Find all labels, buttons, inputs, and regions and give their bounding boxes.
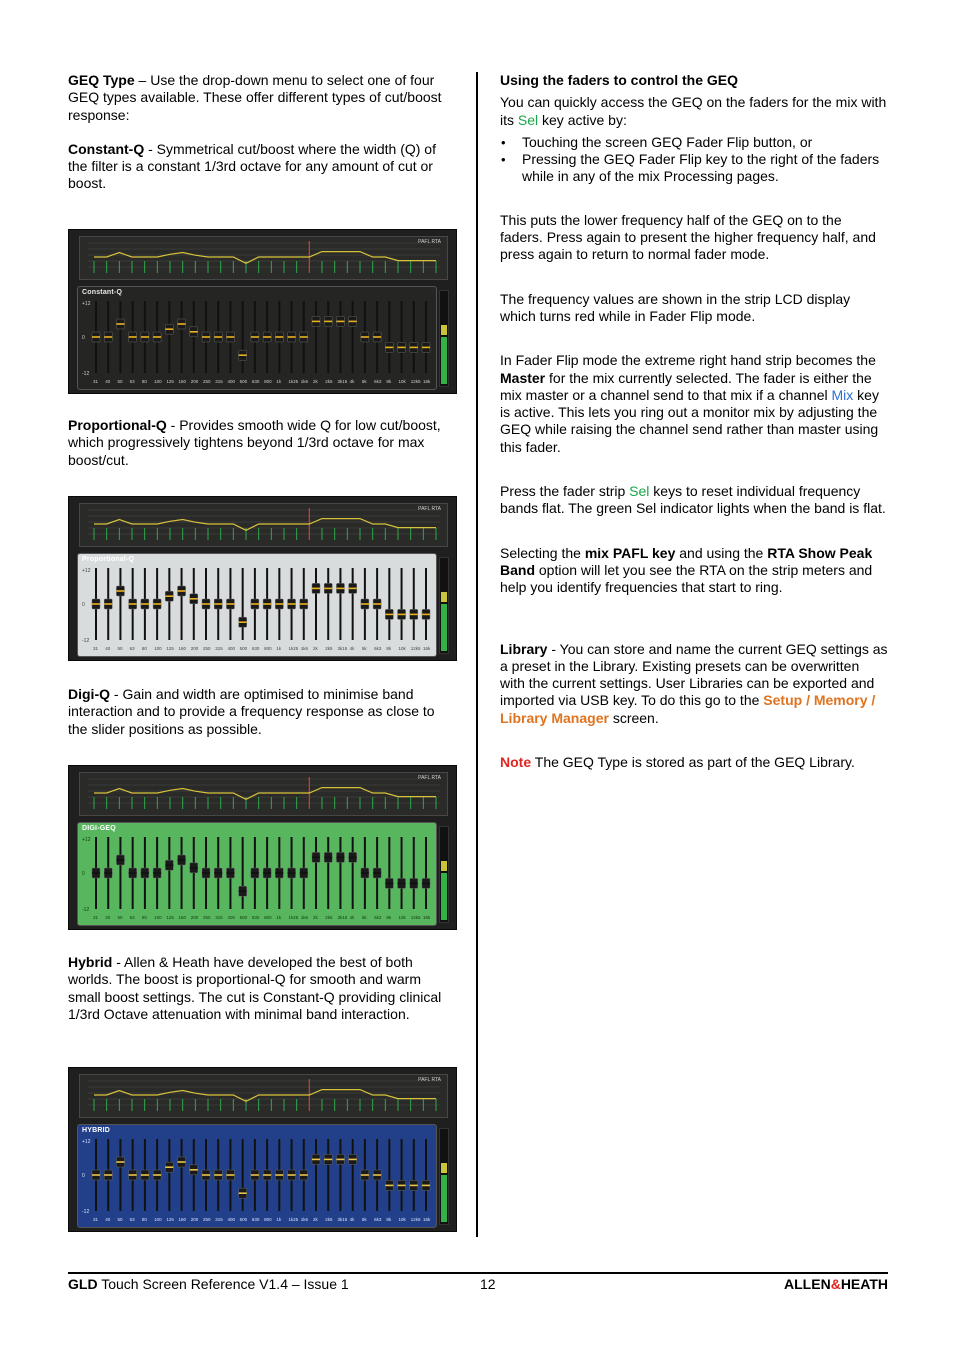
freq-label: 16k	[423, 915, 431, 920]
freq-label: 63	[129, 1217, 135, 1222]
freq-label: 40	[105, 379, 111, 384]
rta-term: RTA Show Peak Band	[500, 544, 873, 578]
fader-slot	[401, 301, 403, 373]
fader-slot	[327, 1139, 329, 1211]
library-b: screen.	[608, 709, 659, 726]
scale-label: +12	[82, 301, 91, 307]
freq-label: 4k	[349, 915, 355, 920]
library-a: - You can store and name the current GEQ settings as a preset in the Library. Existing presets can be overwritten with the current settings. User Libraries can be exported and imported via USB key. To do this go to the	[500, 640, 888, 709]
faders-intro-a: You can quickly access the GEQ on the faders for the mix with its	[500, 94, 887, 128]
freq-label: 250	[203, 379, 211, 384]
fader-slot	[352, 568, 354, 640]
list-item: • Touching the screen GEQ Fader Flip button, or	[500, 134, 888, 151]
freq-label: 315	[215, 1217, 223, 1222]
fader-slot	[119, 1139, 121, 1211]
freq-label: 2k	[313, 379, 318, 384]
freq-label: 100	[154, 379, 162, 384]
freq-label: 16k	[423, 646, 431, 651]
freq-label: 5k	[361, 379, 367, 384]
freq-label: 630	[251, 646, 260, 651]
freq-label: 160	[178, 379, 187, 384]
freq-label: 630	[251, 379, 260, 384]
footer-product: GLD	[68, 1276, 98, 1292]
freq-labels	[93, 915, 436, 922]
scale-label: +12	[82, 568, 91, 574]
freq-label: 100	[154, 1217, 162, 1222]
page-number: 12	[480, 1276, 496, 1292]
freq-label: 160	[178, 915, 187, 920]
fader-slot	[339, 568, 341, 640]
sel-key-label: Sel	[517, 111, 539, 128]
output-meter	[439, 557, 449, 654]
freq-label: 200	[190, 646, 199, 651]
freq-label: 3k15	[337, 379, 348, 384]
rta-label: PAFL RTA	[418, 1077, 441, 1083]
freq-label: 50	[117, 646, 123, 651]
brand-amp: &	[830, 1276, 841, 1292]
fader-slot	[388, 568, 390, 640]
master-c: key is active. This lets you ring out a monitor mix by adjusting the GEQ while raising the channel send rather than master using this fader.	[500, 386, 879, 455]
lower-half-paragraph: This puts the lower frequency half of the GEQ on to the faders. Press again to present the higher frequency half, and press again to return to normal fader mode.	[500, 211, 876, 263]
master-term: Master	[500, 369, 546, 386]
fader-slot	[242, 1139, 244, 1211]
fader-slot	[352, 1139, 354, 1211]
freq-label: 63	[129, 379, 135, 384]
sel-reset-a: Press the fader strip	[500, 483, 630, 500]
freq-label: 1k25	[288, 379, 299, 384]
freq-label: 10k	[398, 646, 406, 651]
fader-slot	[315, 1139, 317, 1211]
freq-label: 1k25	[288, 646, 299, 651]
freq-label: 2k	[313, 915, 318, 920]
fader-slot	[168, 568, 170, 640]
digi-q-text: - Gain and width are optimised to minimise band interaction and to provide a frequency response as close to the slider positions as possible.	[68, 686, 435, 737]
sel-key-label-2: Sel	[629, 483, 650, 500]
freq-label: 200	[190, 1217, 199, 1222]
hybrid-term: Hybrid	[68, 954, 113, 970]
freq-label: 2k5	[325, 1217, 333, 1222]
freq-label: 250	[203, 915, 211, 920]
fader-slot	[327, 301, 329, 373]
freq-label: 1k6	[300, 1217, 309, 1222]
fader-slot	[425, 301, 427, 373]
freq-label: 500	[239, 1217, 248, 1222]
constant-q-term: Constant-Q	[68, 140, 145, 157]
freq-label: 200	[190, 379, 199, 384]
rta-display	[79, 1074, 448, 1118]
note-paragraph	[500, 754, 888, 771]
freq-label: 8k	[386, 1217, 392, 1222]
freq-label: 80	[141, 379, 147, 384]
fader-slot	[242, 568, 244, 640]
pafl-paragraph	[500, 545, 888, 597]
fader-slot	[413, 301, 415, 373]
geq-type-term: GEQ Type	[68, 72, 135, 88]
brand-b: HEATH	[840, 1276, 888, 1292]
master-a: In Fader Flip mode the extreme right hand strip becomes the	[500, 352, 876, 369]
proportional-q-text: - Provides smooth wide Q for low cut/boost, which progressively tightens beyond 1/3rd octave for max boost/cut.	[68, 417, 441, 468]
freq-label: 80	[141, 915, 147, 920]
freq-label: 8k	[386, 646, 392, 651]
freq-label: 315	[215, 646, 223, 651]
hybrid-paragraph	[68, 954, 443, 1023]
geq-type-paragraph	[68, 72, 456, 124]
geq-type-text: – Use the drop-down menu to select one of four GEQ types available. These offer different types of cut/boost response:	[68, 72, 442, 123]
freq-label: 80	[141, 646, 147, 651]
fader-panel	[77, 1124, 437, 1228]
faders-intro	[500, 94, 888, 129]
scale-label: 0	[82, 335, 85, 341]
proportional-q-term: Proportional-Q	[68, 417, 167, 433]
freq-label: 125	[166, 379, 174, 384]
freq-label: 10k	[398, 379, 406, 384]
fader-slot	[413, 568, 415, 640]
fader-slot	[168, 1139, 170, 1211]
fader-slot	[352, 301, 354, 373]
pafl-a: Selecting the	[500, 544, 585, 561]
freq-labels	[93, 646, 436, 653]
hybrid-text: - Allen & Heath have developed the best of both worlds. The boost is proportional-Q for smooth and warm small boost settings. The cut is Constant-Q providing clinical 1/3rd Octave attenuation with minimal band interaction.	[68, 954, 442, 1022]
freq-label: 1k6	[300, 379, 309, 384]
rta-label: PAFL RTA	[418, 506, 441, 512]
rta-curve	[80, 1075, 447, 1117]
freq-label: 6k3	[374, 646, 382, 651]
freq-label: 31	[93, 646, 99, 651]
faders-intro-b: key active by:	[538, 111, 627, 128]
constant-q-paragraph	[68, 141, 456, 193]
library-paragraph	[500, 641, 888, 727]
freq-label: 6k3	[374, 915, 382, 920]
freq-label: 5k	[361, 646, 367, 651]
fader-slot	[181, 1139, 183, 1211]
library-manager-path: Setup / Memory / Library Manager	[500, 692, 876, 726]
freq-label: 100	[154, 646, 162, 651]
freq-label: 6k3	[374, 1217, 382, 1222]
fader-slot	[401, 568, 403, 640]
freq-label: 3k15	[337, 646, 348, 651]
digi-q-paragraph	[68, 686, 456, 738]
freq-label: 16k	[423, 1217, 431, 1222]
freq-label: 1k6	[300, 646, 309, 651]
freq-label: 1k	[276, 915, 282, 920]
freq-label: 4k	[349, 646, 355, 651]
freq-label: 4k	[349, 1217, 355, 1222]
freq-label: 800	[264, 379, 272, 384]
freq-label: 31	[93, 915, 99, 920]
freq-label: 160	[178, 1217, 187, 1222]
freq-label: 3k15	[337, 915, 348, 920]
fader-slot	[168, 301, 170, 373]
geq-type-title: DIGI-GEQ	[82, 825, 116, 832]
sel-reset-b: keys to reset individual frequency bands flat. The green Sel indicator lights when the band is flat.	[500, 483, 886, 517]
rta-curve	[80, 504, 447, 546]
freq-label: 8k	[386, 379, 392, 384]
master-paragraph	[500, 352, 888, 456]
freq-label: 2k5	[325, 379, 333, 384]
fader-slot	[327, 837, 329, 909]
fader-slot	[425, 568, 427, 640]
right-column	[500, 72, 888, 771]
scale-label: 0	[82, 1173, 85, 1179]
freq-label: 3k15	[337, 1217, 348, 1222]
freq-label: 250	[203, 646, 211, 651]
freq-label: 63	[129, 646, 135, 651]
freq-label: 125	[166, 646, 174, 651]
note-label: Note	[500, 754, 532, 771]
fader-panel	[77, 553, 437, 657]
fader-slot	[401, 1139, 403, 1211]
fader-slot	[339, 301, 341, 373]
freq-label: 400	[227, 379, 235, 384]
freq-label: 50	[117, 1217, 123, 1222]
geq-screen-digi-q	[68, 765, 457, 930]
column-divider	[476, 72, 478, 1237]
library-term: Library	[500, 640, 548, 657]
freq-label: 50	[117, 379, 123, 384]
freq-label: 500	[239, 915, 248, 920]
pafl-b: and using the	[675, 544, 768, 561]
freq-label: 400	[227, 915, 235, 920]
freq-label: 40	[105, 915, 111, 920]
geq-screen-constant-q	[68, 229, 457, 394]
fader-slot	[168, 837, 170, 909]
master-b: for the mix currently selected. The fader is either the mix master or a channel send to that mix if a channel	[500, 369, 872, 403]
geq-type-title: HYBRID	[82, 1127, 111, 1134]
brand-a: ALLEN	[784, 1276, 831, 1292]
freq-label: 125	[166, 1217, 174, 1222]
faders-heading: Using the faders to control the GEQ	[500, 72, 739, 88]
freq-label: 31	[93, 1217, 99, 1222]
freq-label: 160	[178, 646, 187, 651]
fader-slot	[119, 837, 121, 909]
fader-slot	[181, 568, 183, 640]
freq-label: 1k6	[300, 915, 309, 920]
freq-label: 630	[251, 915, 260, 920]
scale-label: 0	[82, 602, 85, 608]
freq-label: 800	[264, 915, 272, 920]
scale-label: 0	[82, 871, 85, 877]
rta-curve	[80, 773, 447, 815]
note-text: The GEQ Type is stored as part of the GEQ Library.	[531, 754, 855, 771]
freq-label: 40	[105, 646, 111, 651]
scale-label: -12	[82, 371, 90, 377]
list-item: • Pressing the GEQ Fader Flip key to the right of the faders while in any of the mix Processing pages.	[500, 151, 888, 186]
scale-label: +12	[82, 837, 91, 843]
pafl-term: mix PAFL key	[584, 544, 676, 561]
freq-label: 100	[154, 915, 162, 920]
freq-label: 40	[105, 1217, 111, 1222]
sel-reset-paragraph	[500, 483, 888, 518]
rta-display	[79, 236, 448, 280]
freq-labels	[93, 379, 436, 386]
freq-label: 8k	[386, 915, 392, 920]
fader-slot	[413, 1139, 415, 1211]
freq-label: 16k	[423, 379, 431, 384]
fader-slot	[352, 837, 354, 909]
freq-label: 250	[203, 1217, 211, 1222]
freq-label: 10k	[398, 915, 406, 920]
fader-slot	[425, 837, 427, 909]
mix-key-label: Mix	[831, 386, 854, 403]
scale-label: -12	[82, 638, 90, 644]
freq-label: 200	[190, 915, 199, 920]
pafl-c: option will let you see the RTA on the strip meters and help you identify frequencies that start to ring.	[500, 561, 873, 596]
left-column	[68, 72, 456, 193]
fader-slot	[327, 568, 329, 640]
freq-label: 2k	[313, 1217, 318, 1222]
freq-label: 10k	[398, 1217, 406, 1222]
freq-label: 125	[166, 915, 174, 920]
output-meter	[439, 826, 449, 923]
freq-label: 2k5	[325, 915, 333, 920]
geq-type-title: Proportional-Q	[82, 556, 135, 563]
freq-label: 400	[227, 1217, 235, 1222]
geq-screen-hybrid	[68, 1067, 457, 1232]
fader-panel	[77, 286, 437, 390]
fader-panel	[77, 822, 437, 926]
freq-label: 4k	[349, 379, 355, 384]
fader-slot	[181, 837, 183, 909]
fader-slot	[242, 301, 244, 373]
freq-label: 1k	[276, 1217, 282, 1222]
freq-label: 63	[129, 915, 135, 920]
freq-label: 630	[251, 1217, 260, 1222]
fader-slot	[181, 301, 183, 373]
output-meter	[439, 290, 449, 387]
rta-curve	[80, 237, 447, 279]
freq-label: 1k25	[288, 915, 299, 920]
lcd-paragraph: The frequency values are shown in the strip LCD display which turns red while in Fader Flip mode.	[500, 290, 851, 324]
fader-slot	[315, 568, 317, 640]
freq-label: 80	[141, 1217, 147, 1222]
freq-label: 6k3	[374, 379, 382, 384]
fader-slot	[425, 1139, 427, 1211]
digi-q-term: Digi-Q	[68, 686, 110, 702]
fader-slot	[315, 837, 317, 909]
scale-label: -12	[82, 907, 90, 913]
freq-label: 5k	[361, 915, 367, 920]
freq-labels	[93, 1217, 436, 1224]
fader-slot	[413, 837, 415, 909]
freq-label: 500	[239, 379, 248, 384]
fader-slot	[388, 301, 390, 373]
proportional-q-paragraph	[68, 417, 456, 469]
freq-label: 12k5	[410, 1217, 421, 1222]
freq-label: 800	[264, 1217, 272, 1222]
fader-slot	[401, 837, 403, 909]
output-meter	[439, 1128, 449, 1225]
freq-label: 400	[227, 646, 235, 651]
rta-display	[79, 772, 448, 816]
rta-label: PAFL RTA	[418, 775, 441, 781]
freq-label: 12k5	[410, 379, 421, 384]
fader-slot	[119, 568, 121, 640]
brand-logo	[784, 1276, 888, 1292]
flip-bullet-list	[500, 134, 888, 186]
fader-slot	[119, 301, 121, 373]
fader-slot	[388, 1139, 390, 1211]
fader-slot	[339, 837, 341, 909]
geq-type-title: Constant-Q	[82, 289, 123, 296]
fader-slot	[339, 1139, 341, 1211]
freq-label: 31	[93, 379, 99, 384]
freq-label: 1k	[276, 646, 282, 651]
rta-label: PAFL RTA	[418, 239, 441, 245]
constant-q-text: - Symmetrical cut/boost where the width (Q) of the filter is a constant 1/3rd octave for any amount of cut or boost.	[68, 140, 436, 192]
freq-label: 12k5	[410, 646, 421, 651]
footer-rule	[68, 1272, 888, 1274]
footer-doc: Touch Screen Reference V1.4 – Issue 1	[97, 1276, 349, 1292]
freq-label: 315	[215, 379, 223, 384]
geq-screen-proportional-q	[68, 496, 457, 661]
freq-label: 500	[239, 646, 248, 651]
freq-label: 2k	[313, 646, 318, 651]
fader-slot	[388, 837, 390, 909]
freq-label: 1k25	[288, 1217, 299, 1222]
freq-label: 315	[215, 915, 223, 920]
freq-label: 5k	[361, 1217, 367, 1222]
fader-slot	[242, 837, 244, 909]
freq-label: 1k	[276, 379, 282, 384]
freq-label: 800	[264, 646, 272, 651]
rta-display	[79, 503, 448, 547]
scale-label: -12	[82, 1209, 90, 1215]
freq-label: 50	[117, 915, 123, 920]
fader-slot	[315, 301, 317, 373]
footer-doc-title	[68, 1276, 349, 1292]
freq-label: 2k5	[325, 646, 333, 651]
scale-label: +12	[82, 1139, 91, 1145]
freq-label: 12k5	[410, 915, 421, 920]
